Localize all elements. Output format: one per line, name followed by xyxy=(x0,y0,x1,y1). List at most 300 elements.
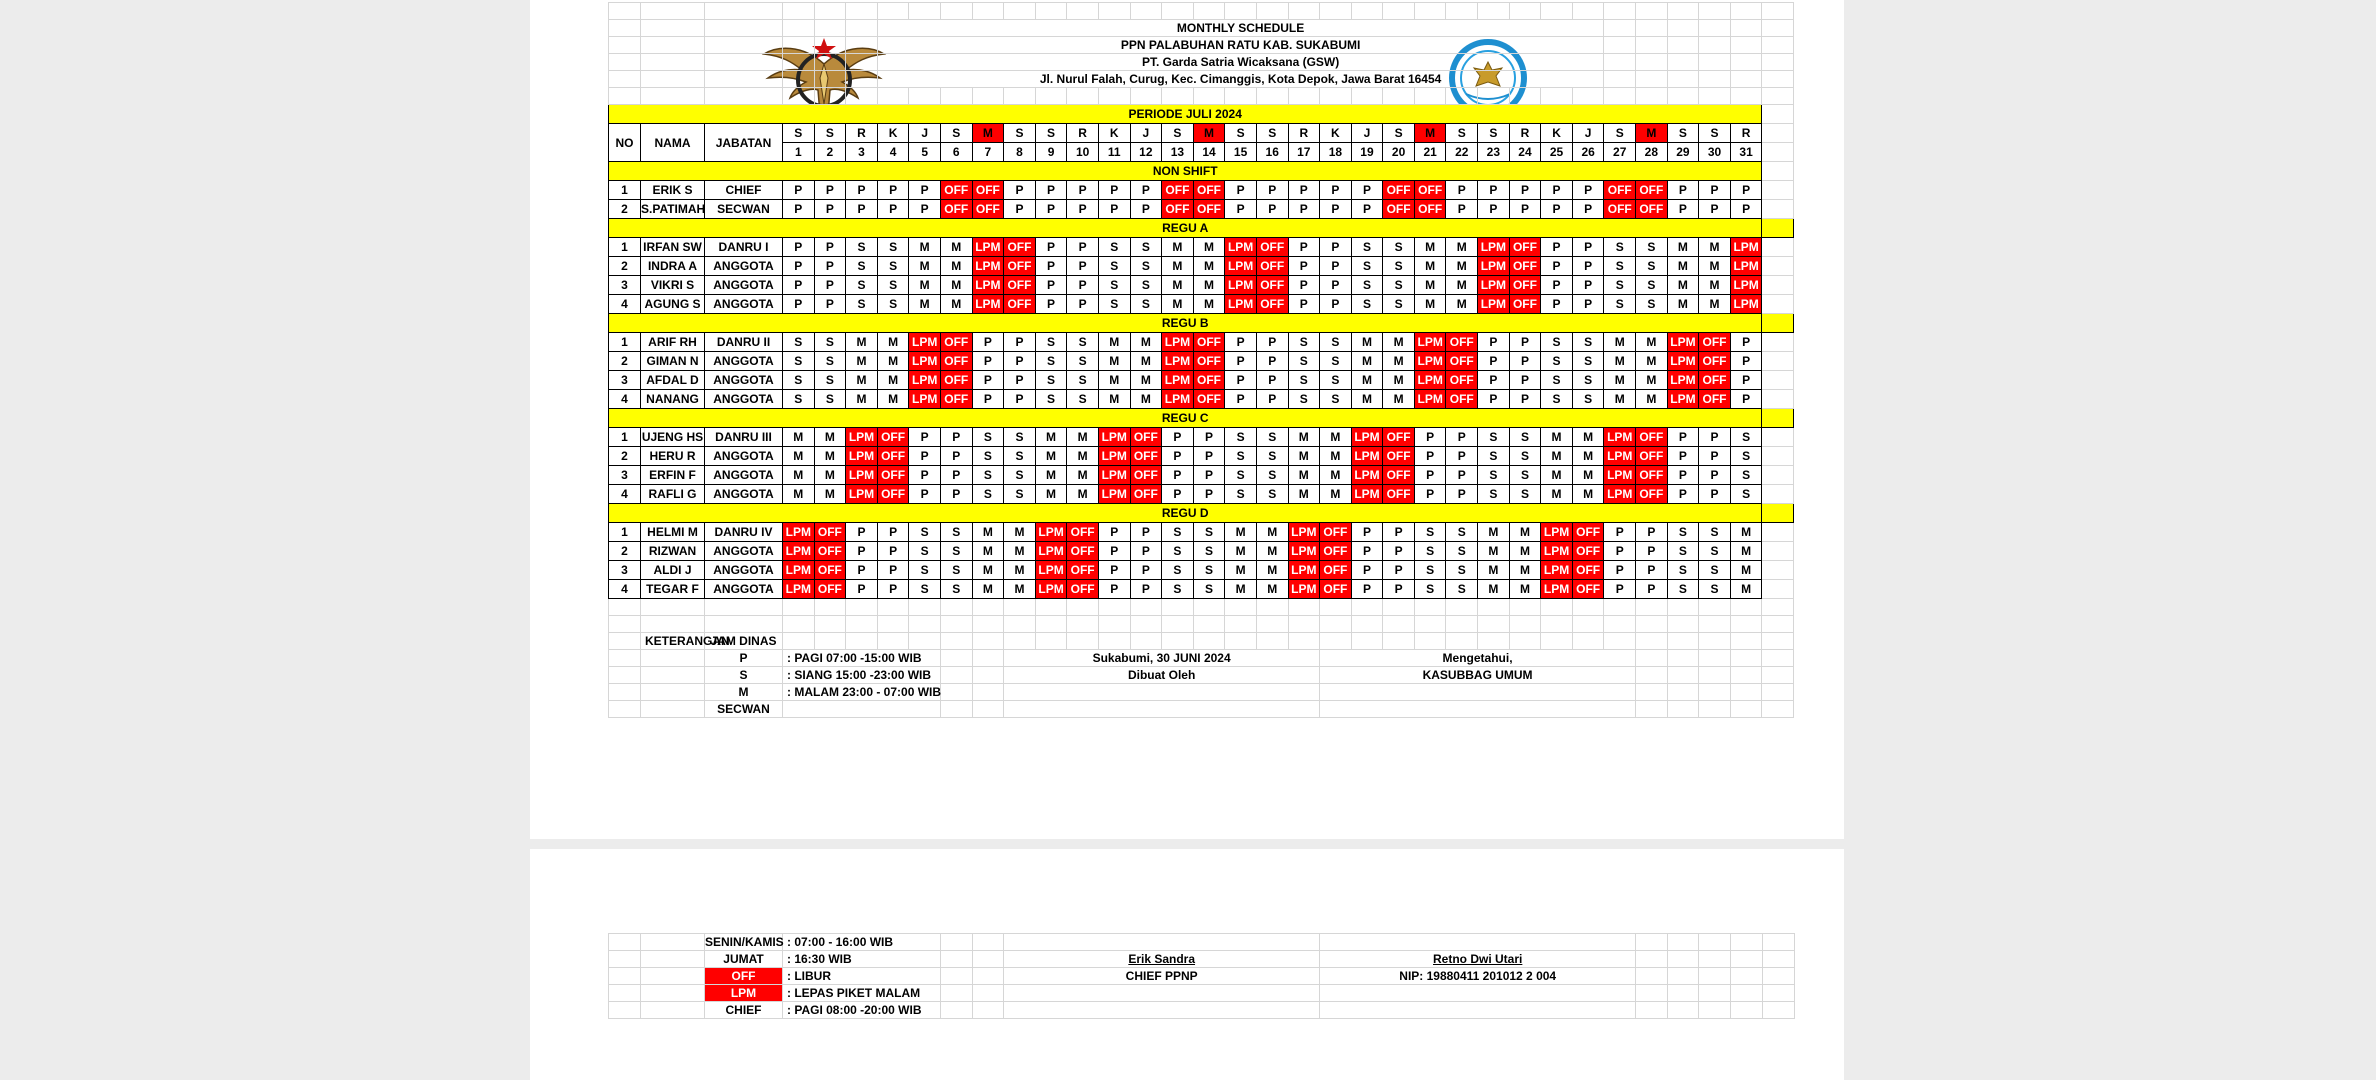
staff-position: ANGGOTA xyxy=(705,580,783,599)
legend-heading-2: JAM DINAS xyxy=(705,633,783,650)
empty-cell xyxy=(1699,1002,1731,1019)
empty-cell xyxy=(1762,314,1794,333)
shift-cell: P xyxy=(972,371,1004,390)
shift-cell: P xyxy=(814,238,846,257)
empty-cell xyxy=(1162,599,1194,616)
empty-cell xyxy=(641,54,705,71)
empty-cell xyxy=(1667,599,1699,616)
empty-cell xyxy=(1351,633,1383,650)
shift-cell: LPM xyxy=(972,257,1004,276)
shift-cell: P xyxy=(1478,390,1510,409)
staff-position: DANRU II xyxy=(705,333,783,352)
empty-cell xyxy=(1004,599,1036,616)
empty-cell xyxy=(1699,20,1731,37)
empty-cell xyxy=(1762,143,1794,162)
shift-cell: LPM xyxy=(1604,428,1636,447)
empty-cell xyxy=(705,3,783,20)
empty-cell xyxy=(1383,88,1415,105)
empty-cell xyxy=(1604,54,1636,71)
shift-cell: S xyxy=(1414,561,1446,580)
empty-cell xyxy=(1288,599,1320,616)
shift-cell: M xyxy=(1288,428,1320,447)
empty-cell xyxy=(846,54,878,71)
shift-cell: S xyxy=(1162,580,1194,599)
empty-cell xyxy=(814,88,846,105)
empty-cell xyxy=(940,3,972,20)
shift-cell: M xyxy=(1067,428,1099,447)
day-letter: S xyxy=(1446,124,1478,143)
empty-cell xyxy=(940,616,972,633)
shift-cell: S xyxy=(1699,561,1731,580)
shift-cell: LPM xyxy=(1098,447,1130,466)
shift-cell: M xyxy=(1098,333,1130,352)
shift-cell: P xyxy=(1004,352,1036,371)
staff-position: DANRU IV xyxy=(705,523,783,542)
shift-cell: P xyxy=(1509,181,1541,200)
shift-cell: S xyxy=(1225,447,1257,466)
shift-cell: OFF xyxy=(1636,466,1668,485)
shift-cell: OFF xyxy=(940,371,972,390)
empty-cell xyxy=(1762,238,1794,257)
day-letter: S xyxy=(1667,124,1699,143)
empty-cell xyxy=(1636,37,1668,54)
staff-name: GIMAN N xyxy=(641,352,705,371)
empty-cell xyxy=(1383,3,1415,20)
shift-cell: P xyxy=(1604,561,1636,580)
shift-cell: S xyxy=(1636,295,1668,314)
date-number: 12 xyxy=(1130,143,1162,162)
shift-cell: M xyxy=(1446,238,1478,257)
shift-cell: P xyxy=(1446,428,1478,447)
empty-cell xyxy=(1414,88,1446,105)
row-number: 2 xyxy=(609,200,641,219)
staff-position: ANGGOTA xyxy=(705,466,783,485)
shift-cell: P xyxy=(1225,352,1257,371)
shift-cell: LPM xyxy=(1414,371,1446,390)
shift-cell: P xyxy=(1667,485,1699,504)
empty-cell xyxy=(941,951,973,968)
empty-cell xyxy=(783,88,815,105)
shift-cell: P xyxy=(1130,542,1162,561)
empty-cell xyxy=(705,37,783,54)
empty-cell xyxy=(972,684,1004,701)
shift-cell: P xyxy=(1414,466,1446,485)
shift-cell: P xyxy=(1604,580,1636,599)
day-letter: S xyxy=(1162,124,1194,143)
shift-cell: P xyxy=(1320,200,1352,219)
shift-cell: M xyxy=(1541,447,1573,466)
empty-cell xyxy=(1762,523,1794,542)
day-letter: J xyxy=(909,124,941,143)
shift-cell: S xyxy=(1541,333,1573,352)
empty-cell xyxy=(1762,200,1794,219)
date-number: 26 xyxy=(1572,143,1604,162)
empty-cell xyxy=(609,20,641,37)
shift-cell: S xyxy=(877,238,909,257)
shift-cell: M xyxy=(1730,561,1762,580)
day-letter: M xyxy=(972,124,1004,143)
shift-cell: OFF xyxy=(1509,257,1541,276)
day-letter: K xyxy=(877,124,909,143)
shift-cell: LPM xyxy=(846,485,878,504)
date-number: 13 xyxy=(1162,143,1194,162)
staff-name: TEGAR F xyxy=(641,580,705,599)
empty-cell xyxy=(1004,3,1036,20)
shift-cell: M xyxy=(909,238,941,257)
shift-cell: OFF xyxy=(1067,542,1099,561)
shift-cell: P xyxy=(1320,295,1352,314)
staff-name: VIKRI S xyxy=(641,276,705,295)
shift-cell: LPM xyxy=(1035,523,1067,542)
empty-cell xyxy=(1730,667,1762,684)
shift-cell: M xyxy=(1541,466,1573,485)
empty-cell xyxy=(1414,3,1446,20)
shift-cell: S xyxy=(1478,428,1510,447)
shift-cell: M xyxy=(1067,447,1099,466)
shift-cell: P xyxy=(1730,352,1762,371)
shift-cell: S xyxy=(1162,561,1194,580)
empty-cell xyxy=(1667,968,1699,985)
shift-cell: LPM xyxy=(1225,257,1257,276)
shift-cell: P xyxy=(846,542,878,561)
day-letter: S xyxy=(1699,124,1731,143)
empty-cell xyxy=(1667,701,1699,718)
shift-cell: P xyxy=(1320,238,1352,257)
empty-cell xyxy=(1414,633,1446,650)
empty-cell xyxy=(609,88,641,105)
shift-cell: P xyxy=(1572,295,1604,314)
staff-position: ANGGOTA xyxy=(705,276,783,295)
shift-cell: P xyxy=(1004,390,1036,409)
shift-cell: M xyxy=(1478,580,1510,599)
shift-cell: S xyxy=(1730,466,1762,485)
legend-description: : PAGI 08:00 -20:00 WIB xyxy=(783,1002,941,1019)
empty-cell xyxy=(1730,616,1762,633)
shift-cell: LPM xyxy=(783,580,815,599)
shift-cell: M xyxy=(1414,295,1446,314)
empty-cell xyxy=(1446,633,1478,650)
shift-cell: P xyxy=(1730,371,1762,390)
date-number: 23 xyxy=(1478,143,1510,162)
shift-cell: M xyxy=(846,390,878,409)
empty-cell xyxy=(609,934,641,951)
shift-cell: OFF xyxy=(1383,485,1415,504)
shift-cell: OFF xyxy=(1193,371,1225,390)
shift-cell: LPM xyxy=(1730,276,1762,295)
shift-cell: P xyxy=(1004,200,1036,219)
empty-cell xyxy=(1636,667,1668,684)
shift-cell: LPM xyxy=(1162,371,1194,390)
shift-cell: P xyxy=(814,181,846,200)
empty-cell xyxy=(609,1002,641,1019)
shift-cell: M xyxy=(783,466,815,485)
date-number: 16 xyxy=(1256,143,1288,162)
shift-cell: M xyxy=(1225,580,1257,599)
shift-cell: P xyxy=(846,561,878,580)
group-title: REGU B xyxy=(609,314,1762,333)
shift-cell: M xyxy=(1288,466,1320,485)
empty-cell xyxy=(846,3,878,20)
empty-cell xyxy=(972,88,1004,105)
shift-cell: LPM xyxy=(1478,295,1510,314)
shift-cell: S xyxy=(1446,580,1478,599)
empty-cell xyxy=(1383,599,1415,616)
date-number: 11 xyxy=(1098,143,1130,162)
staff-name: AGUNG S xyxy=(641,295,705,314)
empty-cell xyxy=(1762,667,1794,684)
empty-cell xyxy=(1762,371,1794,390)
shift-cell: M xyxy=(940,238,972,257)
empty-cell xyxy=(1699,650,1731,667)
shift-cell: S xyxy=(1509,485,1541,504)
staff-position: ANGGOTA xyxy=(705,295,783,314)
shift-cell: M xyxy=(972,561,1004,580)
legend-description: : LEPAS PIKET MALAM xyxy=(783,985,941,1002)
empty-cell xyxy=(877,88,909,105)
shift-cell: OFF xyxy=(1383,181,1415,200)
shift-cell: S xyxy=(1035,371,1067,390)
empty-cell xyxy=(1541,616,1573,633)
shift-cell: LPM xyxy=(972,238,1004,257)
empty-cell xyxy=(1636,701,1668,718)
shift-cell: M xyxy=(1130,333,1162,352)
shift-cell: P xyxy=(1541,181,1573,200)
empty-cell xyxy=(1035,616,1067,633)
empty-cell xyxy=(1762,466,1794,485)
row-number: 4 xyxy=(609,580,641,599)
shift-cell: M xyxy=(1130,390,1162,409)
empty-cell xyxy=(783,616,815,633)
row-number: 4 xyxy=(609,390,641,409)
shift-cell: S xyxy=(1193,542,1225,561)
shift-cell: OFF xyxy=(1320,523,1352,542)
shift-cell: LPM xyxy=(1225,238,1257,257)
shift-cell: P xyxy=(1699,181,1731,200)
empty-cell xyxy=(972,650,1004,667)
empty-cell xyxy=(846,616,878,633)
shift-cell: P xyxy=(814,257,846,276)
shift-cell: S xyxy=(1541,371,1573,390)
shift-cell: LPM xyxy=(1288,523,1320,542)
shift-cell: P xyxy=(1162,428,1194,447)
date-number: 20 xyxy=(1383,143,1415,162)
shift-cell: P xyxy=(1193,428,1225,447)
shift-cell: M xyxy=(1446,295,1478,314)
empty-cell xyxy=(1699,701,1731,718)
empty-cell xyxy=(1478,599,1510,616)
made-by-label: Dibuat Oleh xyxy=(1004,667,1320,684)
shift-cell: P xyxy=(909,485,941,504)
shift-cell: M xyxy=(940,295,972,314)
shift-cell: OFF xyxy=(877,466,909,485)
empty-cell xyxy=(1762,599,1794,616)
shift-cell: P xyxy=(1604,523,1636,542)
shift-cell: OFF xyxy=(1699,352,1731,371)
empty-cell xyxy=(1320,1002,1636,1019)
shift-cell: S xyxy=(1288,333,1320,352)
shift-cell: LPM xyxy=(1035,561,1067,580)
empty-cell xyxy=(609,37,641,54)
legend-description: : LIBUR xyxy=(783,968,941,985)
day-letter: K xyxy=(1320,124,1352,143)
empty-cell xyxy=(972,985,1004,1002)
legend-description: : 16:30 WIB xyxy=(783,951,941,968)
empty-cell xyxy=(1762,684,1794,701)
shift-cell: S xyxy=(1320,390,1352,409)
shift-cell: M xyxy=(1730,523,1762,542)
empty-cell xyxy=(1035,599,1067,616)
shift-cell: M xyxy=(1446,257,1478,276)
shift-cell: M xyxy=(1730,542,1762,561)
date-number: 28 xyxy=(1636,143,1668,162)
staff-position: ANGGOTA xyxy=(705,561,783,580)
empty-cell xyxy=(877,599,909,616)
empty-cell xyxy=(1351,599,1383,616)
empty-cell xyxy=(609,951,641,968)
empty-cell xyxy=(609,985,641,1002)
shift-cell: P xyxy=(1067,257,1099,276)
legend-heading: KETERANGAN xyxy=(645,634,730,648)
shift-cell: P xyxy=(783,200,815,219)
shift-cell: S xyxy=(1067,333,1099,352)
shift-cell: M xyxy=(877,352,909,371)
shift-cell: P xyxy=(1162,485,1194,504)
shift-cell: P xyxy=(1035,295,1067,314)
empty-cell xyxy=(1067,599,1099,616)
day-letter: R xyxy=(1509,124,1541,143)
shift-cell: S xyxy=(1004,428,1036,447)
shift-cell: S xyxy=(1193,523,1225,542)
shift-cell: P xyxy=(1699,485,1731,504)
empty-cell xyxy=(1762,504,1794,523)
shift-cell: M xyxy=(1004,580,1036,599)
shift-cell: S xyxy=(1320,352,1352,371)
shift-cell: M xyxy=(846,352,878,371)
empty-cell xyxy=(1604,599,1636,616)
shift-cell: S xyxy=(1098,276,1130,295)
empty-cell xyxy=(1762,276,1794,295)
shift-cell: P xyxy=(1256,390,1288,409)
column-header-jabatan: JABATAN xyxy=(705,124,783,162)
empty-cell xyxy=(1572,599,1604,616)
empty-cell xyxy=(972,968,1004,985)
empty-cell xyxy=(705,616,783,633)
empty-cell xyxy=(909,599,941,616)
shift-cell: P xyxy=(1256,371,1288,390)
shift-cell: LPM xyxy=(1288,561,1320,580)
shift-cell: M xyxy=(1256,580,1288,599)
shift-cell: S xyxy=(1509,466,1541,485)
shift-cell: P xyxy=(1098,580,1130,599)
shift-cell: OFF xyxy=(1383,447,1415,466)
shift-cell: M xyxy=(1414,276,1446,295)
shift-cell: OFF xyxy=(940,352,972,371)
shift-cell: OFF xyxy=(1699,390,1731,409)
shift-cell: M xyxy=(940,257,972,276)
shift-cell: M xyxy=(1351,352,1383,371)
shift-cell: S xyxy=(972,447,1004,466)
shift-cell: OFF xyxy=(877,447,909,466)
empty-cell xyxy=(609,701,641,718)
empty-cell xyxy=(641,71,705,88)
period-banner: PERIODE JULI 2024 xyxy=(609,105,1762,124)
empty-cell xyxy=(1762,1002,1794,1019)
shift-cell: LPM xyxy=(909,371,941,390)
shift-cell: OFF xyxy=(940,333,972,352)
empty-cell xyxy=(941,985,973,1002)
legend-code: SECWAN xyxy=(705,701,783,718)
empty-cell xyxy=(783,633,815,650)
empty-cell xyxy=(1762,633,1794,650)
shift-cell: LPM xyxy=(1541,542,1573,561)
empty-cell xyxy=(1636,71,1668,88)
staff-name: ARIF RH xyxy=(641,333,705,352)
staff-position: DANRU III xyxy=(705,428,783,447)
shift-cell: S xyxy=(1130,238,1162,257)
empty-cell xyxy=(1446,88,1478,105)
staff-name: UJENG HS xyxy=(641,428,705,447)
staff-name: IRFAN SW xyxy=(641,238,705,257)
shift-cell: M xyxy=(1351,371,1383,390)
shift-cell: M xyxy=(1541,485,1573,504)
shift-cell: S xyxy=(1162,523,1194,542)
shift-cell: P xyxy=(783,257,815,276)
shift-cell: P xyxy=(972,352,1004,371)
empty-cell xyxy=(941,968,973,985)
shift-cell: S xyxy=(814,333,846,352)
empty-cell xyxy=(1730,684,1762,701)
shift-cell: S xyxy=(1067,390,1099,409)
shift-cell: M xyxy=(1383,352,1415,371)
shift-cell: OFF xyxy=(1162,181,1194,200)
empty-cell xyxy=(1320,3,1352,20)
schedule-title: MONTHLY SCHEDULE xyxy=(877,20,1604,37)
shift-cell: LPM xyxy=(1098,466,1130,485)
shift-cell: M xyxy=(1478,542,1510,561)
staff-name: HELMI M xyxy=(641,523,705,542)
shift-cell: OFF xyxy=(1572,523,1604,542)
empty-cell xyxy=(1098,633,1130,650)
shift-cell: P xyxy=(814,276,846,295)
empty-cell xyxy=(814,20,846,37)
company-address: Jl. Nurul Falah, Curug, Kec. Cimanggis, Kota Depok, Jawa Barat 16454 xyxy=(877,71,1604,88)
row-number: 3 xyxy=(609,561,641,580)
empty-cell xyxy=(1699,599,1731,616)
empty-cell xyxy=(1730,934,1762,951)
empty-cell xyxy=(1636,633,1668,650)
shift-cell: M xyxy=(1193,257,1225,276)
shift-cell: M xyxy=(1288,485,1320,504)
empty-cell xyxy=(1130,633,1162,650)
shift-cell: P xyxy=(1572,200,1604,219)
empty-cell xyxy=(1320,934,1636,951)
shift-cell: OFF xyxy=(1004,276,1036,295)
shift-cell: LPM xyxy=(1667,333,1699,352)
shift-cell: P xyxy=(1351,200,1383,219)
shift-cell: P xyxy=(1446,200,1478,219)
shift-cell: OFF xyxy=(1636,200,1668,219)
shift-cell: S xyxy=(972,485,1004,504)
empty-cell xyxy=(705,71,783,88)
empty-cell xyxy=(1636,599,1668,616)
empty-cell xyxy=(1288,3,1320,20)
shift-cell: P xyxy=(1130,580,1162,599)
shift-cell: S xyxy=(1572,352,1604,371)
shift-cell: S xyxy=(877,295,909,314)
row-number: 1 xyxy=(609,238,641,257)
empty-cell xyxy=(1762,105,1794,124)
shift-cell: S xyxy=(1383,295,1415,314)
